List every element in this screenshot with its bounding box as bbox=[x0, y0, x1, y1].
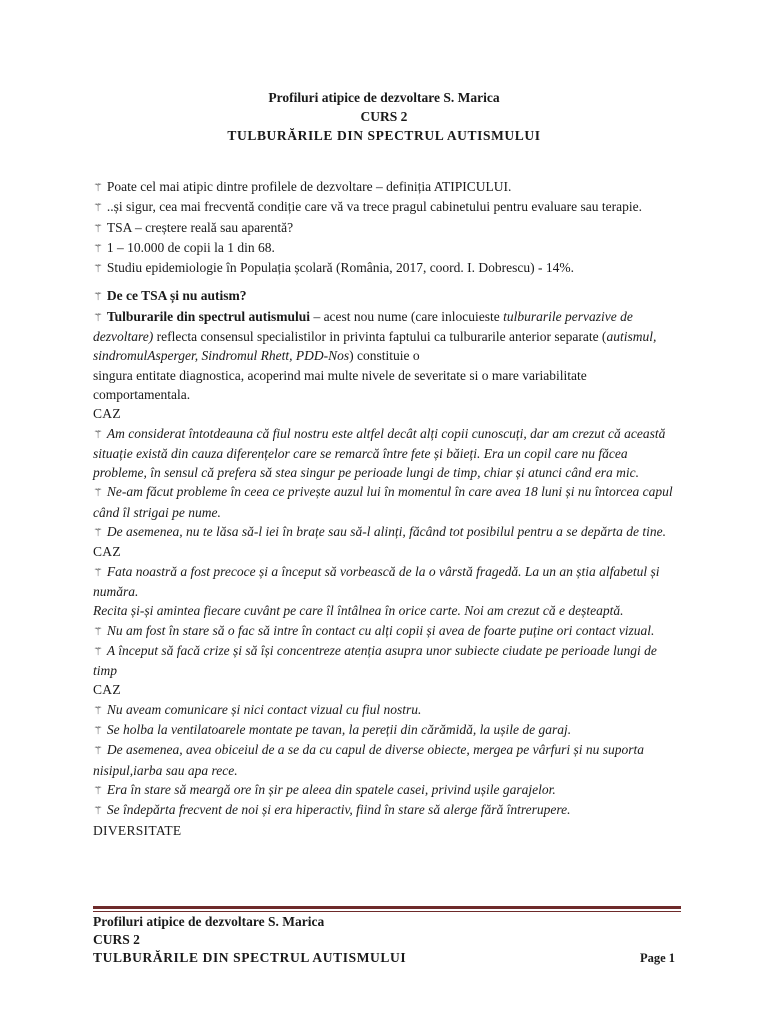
bullet-icon: ⚚ bbox=[93, 290, 103, 304]
bullet-icon: ⚚ bbox=[93, 744, 103, 758]
bullet-icon: ⚚ bbox=[93, 201, 103, 215]
case-list bbox=[93, 404, 681, 820]
bullet-icon: ⚚ bbox=[93, 526, 103, 540]
case-label: CAZ bbox=[93, 682, 121, 698]
page-title bbox=[0, 88, 768, 145]
intro-bullet-item: ⚚ TSA – creștere reală sau aparentă? bbox=[93, 219, 294, 235]
bullet-icon: ⚚ bbox=[93, 221, 103, 235]
bullet-icon: ⚚ bbox=[93, 565, 103, 579]
spacer bbox=[93, 278, 681, 286]
case-testimony: ⚚ A început să facă crize și să își concentreze atenția asupra unor subiecte ciudate pe perioade lungi de timp bbox=[93, 642, 657, 679]
bullet-icon: ⚚ bbox=[93, 624, 103, 638]
why-definition: ⚚ Tulburarile din spectrul autismului – acest nou nume (care inlocuieste tulburarile pervazive de dezvoltare) reflecta consensul specialistilor in privinta faptului ca tulburarile anterior separate (autismul, sindromulAsperger, Sindromul Rhett, PDD-Nos) constituie o bbox=[93, 308, 657, 364]
footer-line-topic: TULBURĂRILE DIN SPECTRUL AUTISMULUI bbox=[93, 950, 407, 965]
case-label: CAZ bbox=[93, 544, 121, 560]
title-line-course: CURS 2 bbox=[360, 109, 408, 124]
case-testimony: ⚚ Fata noastră a fost precoce și a început să vorbească de la o vârstă fragedă. La un an știa alfabetul și număra. bbox=[93, 563, 660, 599]
bullet-icon: ⚚ bbox=[93, 703, 103, 717]
case-testimony: ⚚ Ne-am făcut probleme în ceea ce privește auzul lui în momentul în care avea 18 luni și nu întorcea capul când îl strigai pe nume. bbox=[93, 484, 673, 520]
bullet-icon: ⚚ bbox=[93, 310, 103, 324]
bullet-icon: ⚚ bbox=[93, 241, 103, 255]
case-testimony: Recita și-și amintea fiecare cuvânt pe care îl întâlnea în orice carte. Noi am crezut că e deșteaptă. bbox=[93, 603, 624, 619]
case-testimony: ⚚ Am considerat întotdeauna că fiul nostru este altfel decât alți copii cunoscuți, dar am crezut că această situație există din cauza diferențelor care se remarcă între fete și băieți. Era un copil care nu făcea probleme, în sensul că prefera să stea singur pe perioade lungi de timp, chiar și atunci când era mic. bbox=[93, 425, 666, 481]
bullet-icon: ⚚ bbox=[93, 724, 103, 738]
bullet-icon: ⚚ bbox=[93, 804, 103, 818]
bullet-icon: ⚚ bbox=[93, 181, 103, 194]
case-testimony: ⚚ Nu aveam comunicare și nici contact vizual cu fiul nostru. bbox=[93, 701, 422, 717]
bullet-icon: ⚚ bbox=[93, 644, 103, 658]
case-label: CAZ bbox=[93, 406, 121, 422]
footer-divider bbox=[93, 906, 681, 912]
why-continuation: singura entitate diagnostica, acoperind mai multe nivele de severitate si o mare variabilitate comportamentala. bbox=[93, 367, 587, 402]
case-testimony: ⚚ Era în stare să meargă ore în șir pe aleea din spatele casei, privind ușile garajelor. bbox=[93, 781, 556, 797]
case-testimony: ⚚ Se holba la ventilatoarele montate pe tavan, la pereții din cărămidă, la ușile de garaj. bbox=[93, 722, 572, 738]
title-line-author: Profiluri atipice de dezvoltare S. Marica bbox=[268, 90, 500, 105]
case-testimony: ⚚ Nu am fost în stare să o fac să intre în contact cu alți copii și avea de foarte puține ori contact vizual. bbox=[93, 622, 655, 638]
closing-label: DIVERSITATE bbox=[93, 822, 182, 838]
document-body bbox=[93, 177, 681, 840]
intro-list bbox=[93, 177, 681, 278]
case-testimony: ⚚ De asemenea, nu te lăsa să-l iei în brațe sau să-l alinți, făcând tot posibilul pentru a se depărta de tine. bbox=[93, 524, 666, 540]
bullet-icon: ⚚ bbox=[93, 262, 103, 276]
intro-bullet-item: ⚚ ..și sigur, cea mai frecventă condiție care vă va trece pragul cabinetului pentru evaluare sau terapie. bbox=[93, 199, 642, 215]
case-testimony: ⚚ Se îndepărta frecvent de noi și era hiperactiv, fiind în stare să alerge fără întrerupere. bbox=[93, 802, 571, 818]
bullet-icon: ⚚ bbox=[93, 783, 103, 797]
page-footer bbox=[93, 913, 681, 967]
bullet-icon: ⚚ bbox=[93, 486, 103, 500]
footer-line-author: Profiluri atipice de dezvoltare S. Marica bbox=[93, 914, 325, 929]
title-line-topic: TULBURĂRILE DIN SPECTRUL AUTISMULUI bbox=[227, 128, 541, 143]
intro-bullet-item: ⚚ 1 – 10.000 de copii la 1 din 68. bbox=[93, 239, 275, 255]
term-label: Tulburarile din spectrul autismului bbox=[106, 308, 311, 324]
intro-bullet-item: ⚚ Poate cel mai atipic dintre profilele de dezvoltare – definiția ATIPICULUI. bbox=[93, 179, 512, 194]
bullet-icon: ⚚ bbox=[93, 427, 103, 441]
page-number: Page 1 bbox=[639, 951, 675, 965]
footer-line-course: CURS 2 bbox=[93, 932, 140, 947]
why-question: ⚚ De ce TSA și nu autism? bbox=[93, 288, 247, 304]
intro-bullet-item: ⚚ Studiu epidemiologie în Populația școlară (România, 2017, coord. I. Dobrescu) - 14%. bbox=[93, 260, 575, 276]
case-testimony: ⚚ De asemenea, avea obiceiul de a se da cu capul de diverse obiecte, mergea pe vârfuri și nu suporta nisipul,iarba sau apa rece. bbox=[93, 742, 644, 778]
